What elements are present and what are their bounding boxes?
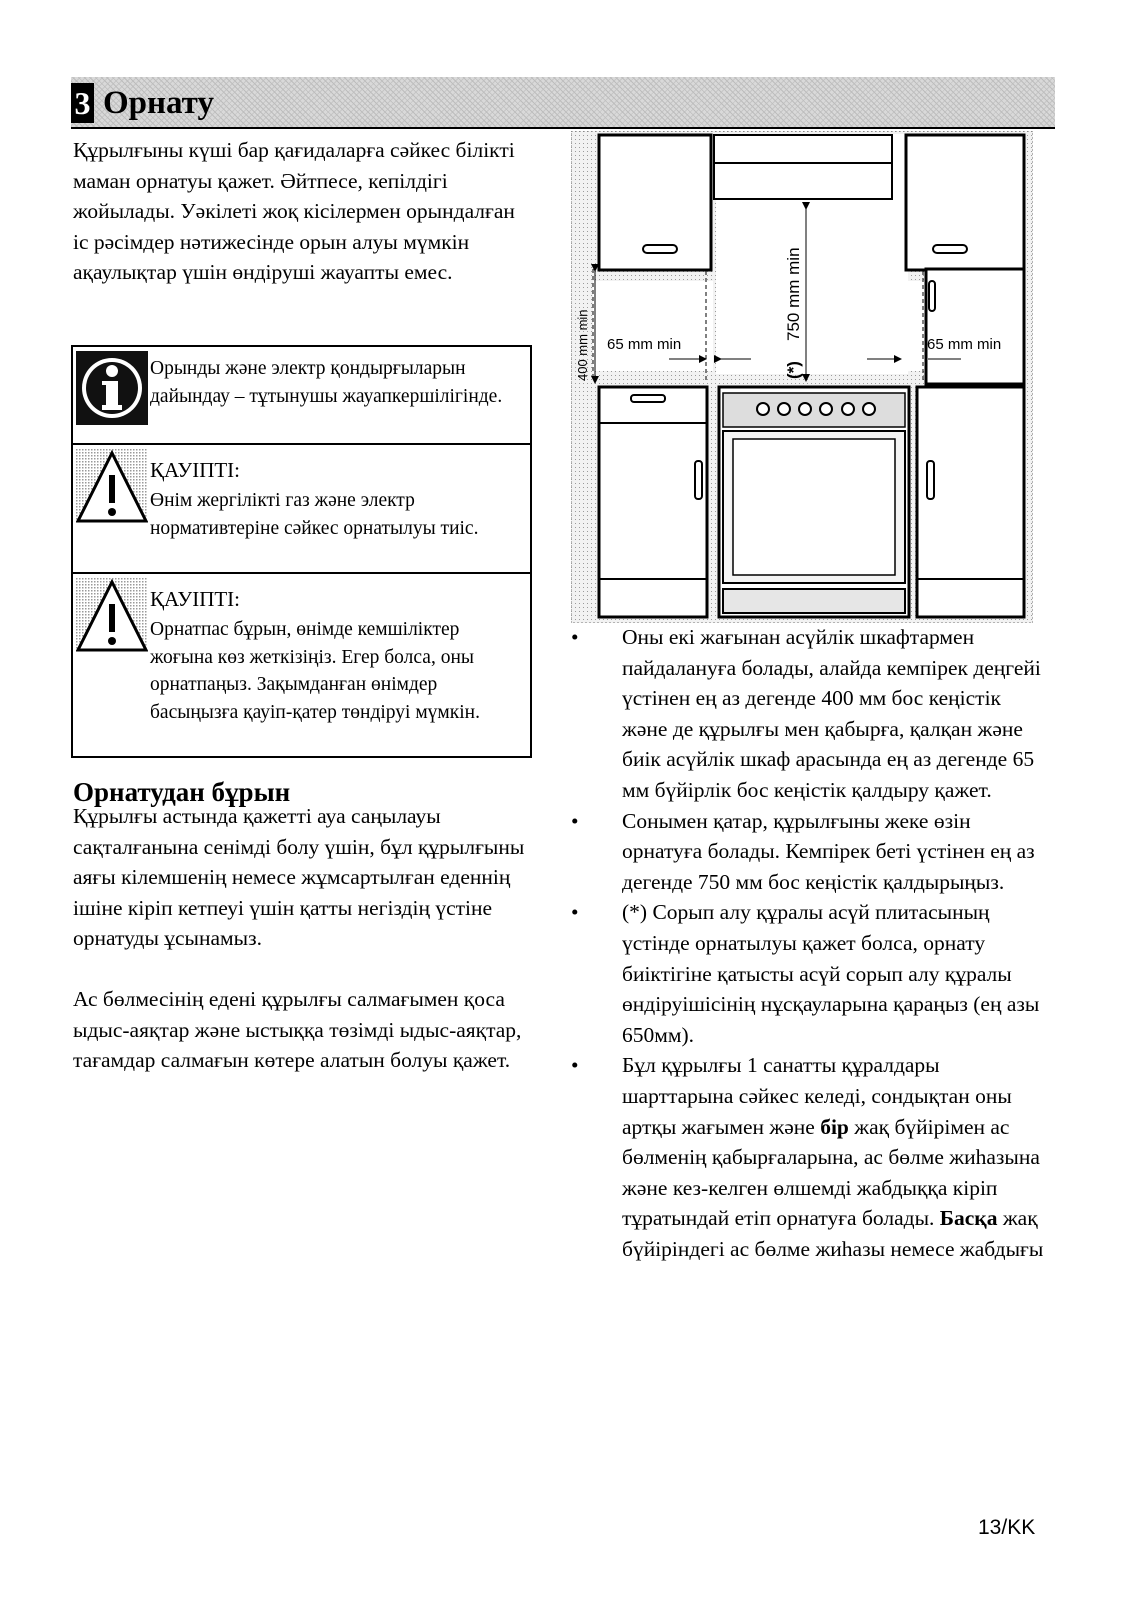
bullet-icon: •	[571, 900, 579, 925]
info-icon	[76, 351, 148, 425]
before-install-paragraph-1: Құрылғы астында қажетті ауа саңылауы сақталғанына сенімді болу үшін, бұл құрылғыны аяғы кілемшенің немесе жұмсартылған еденнің ішіне кіріп кетпеуі үшін қатты негіздің үстіне орнатуды ұсынамыз.	[73, 804, 525, 951]
list-item	[571, 1050, 1051, 1264]
dimension-750: 750 mm min	[784, 247, 803, 341]
warning-text: Орнатпас бұрын, өнімде кемшіліктер жоғына көз жеткізіңіз. Егер болса, оны орнатпаңыз. Зақымданған өнімдер басыңызға қауіп-қатер төндіруі мүмкін.	[150, 619, 480, 723]
installation-diagram	[571, 131, 1033, 623]
info-notice	[71, 345, 532, 445]
section-number: 3	[71, 83, 94, 123]
dimension-400: 400 mm min	[575, 309, 590, 381]
list-item	[571, 622, 1051, 806]
warning-notice-2	[71, 572, 532, 758]
bullet-text: (*) Сорып алу құралы асүй плитасының үстінде орнатылуы қажет болса, орнату биіктігіне қатысты асүй сорып алу құралы өндіруішісінің нұсқауларына қараңыз (ең азы 650мм).	[622, 900, 1040, 1047]
before-install-heading: Орнатудан бұрын	[73, 777, 291, 807]
bullet-icon: •	[571, 808, 579, 833]
bullet-icon: •	[571, 625, 579, 649]
warning-heading: ҚАУІПТІ:	[150, 587, 241, 611]
warning-heading: ҚАУІПТІ:	[150, 458, 241, 482]
bullet-text-part: жақ бүйіріндегі ас бөлме жиһазы немесе жабдығы	[622, 1206, 1044, 1261]
bullet-text: Сонымен қатар, құрылғыны жеке өзін орнатуға болады. Кемпірек беті үстінен ең аз дегенде 750 мм бос кеңістік қалдырыңыз.	[622, 808, 1035, 894]
dimension-star: (*)	[784, 361, 803, 379]
tall-cabinet-right	[926, 269, 1024, 384]
intro-paragraph: Құрылғыны күші бар қағидаларға сәйкес білікті маман орнатуы қажет. Әйтпесе, кепілдігі жойылады. Уәкілеті жоқ кісілермен орындалған іс рәсімдер нәтижесінде орын алуы мүмкін ақаулықтар үшін өндіруші жауапты емес.	[73, 138, 515, 285]
warning-icon	[76, 578, 148, 652]
bullet-text-bold: бір	[820, 1114, 849, 1139]
range-hood	[714, 135, 892, 199]
base-cabinet-right	[917, 387, 1024, 617]
warning-text: Өнім жергілікті газ және электр нормативтеріне сәйкес орнатылуы тиіс.	[150, 490, 479, 539]
installation-bullet-list	[571, 622, 1051, 1264]
bullet-text: Оны екі жағынан асүйлік шкафтармен пайдалануға болады, алайда кемпірек деңгейі үстінен ең аз дегенде 400 мм бос кеңістік және де құрылғы мен қабырға, қалқан және биік асүйлік шкаф арасында ең аз дегенде 65 мм бүйірлік бос кеңістік қалдыру қажет.	[622, 625, 1041, 802]
bullet-text-bold: Басқа	[939, 1206, 998, 1231]
bullet-text-part: жақ бүйірімен ас бөлменің қабырғаларына, ас бөлме жиһазына және кез-келген өлшемді жабдыққа кіріп тұратындай етіп орнатуға болады.	[622, 1114, 1040, 1231]
before-install-paragraph-2: Ас бөлмесінің едені құрылғы салмағымен қоса ыдыс-аяқтар және ыстыққа төзімді ыдыс-аяқтар, тағамдар салмағын көтере алатын болуы қажет.	[73, 987, 522, 1073]
bullet-text-part: Бұл құрылғы 1 санатты құралдары шарттарына сәйкес келеді, сондықтан оны артқы жағымен және	[622, 1053, 1012, 1139]
section-header	[71, 77, 1055, 129]
info-notice-text: Орынды және электр қондырғыларын дайындау – тұтынушы жауапкершілігінде.	[150, 358, 503, 407]
warning-notice-1	[71, 443, 532, 574]
cooker	[719, 387, 909, 617]
upper-cabinet-right	[906, 135, 1024, 270]
upper-cabinet-left	[599, 135, 711, 270]
bullet-icon: •	[571, 1053, 579, 1078]
base-cabinet-left	[599, 387, 707, 617]
dimension-65-left: 65 mm min	[607, 336, 682, 353]
list-item	[571, 806, 1051, 898]
page-number: 13/KK	[978, 1516, 1036, 1539]
bullet-text	[622, 1053, 1043, 1261]
dimension-65-right: 65 mm min	[927, 336, 1002, 353]
warning-icon	[76, 449, 148, 523]
section-title: Орнату	[103, 85, 214, 121]
list-item	[571, 897, 1051, 1050]
